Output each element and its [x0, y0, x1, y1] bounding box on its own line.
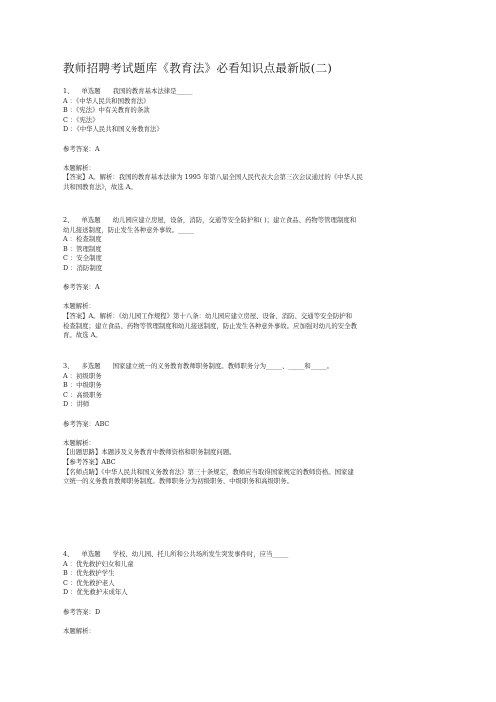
question-2 [63, 216, 461, 341]
option-a: A ：优先救护妇女和儿童 [63, 559, 134, 568]
question-stem-continued: 幼儿接送制度，防止发生各种意外事故。_____ [63, 225, 195, 234]
option-c: C ：安全制度 [63, 254, 102, 263]
question-4 [63, 550, 461, 636]
option-c: C ：高级职务 [63, 390, 102, 399]
option-d: D ：消防制度 [63, 263, 103, 272]
option-a: A ：检查制度 [63, 235, 102, 244]
question-type: 单选题 [81, 550, 101, 558]
question-1 [63, 87, 461, 193]
answer-value: A [94, 144, 100, 153]
question-number: 4、 [63, 550, 74, 558]
question-number: 3、 [63, 362, 74, 370]
question-header [63, 362, 461, 372]
explanation-line: 立统一的义务教育教师职务制度。教师职务分为初级职务、中级职务和高级职务。 [63, 477, 294, 486]
explanation-line: 【出题思路】本题涉及义务教育中教师资格和职务制度问题。 [63, 448, 236, 457]
document-title: 教师招聘考试题库《教育法》必看知识点最新版(二) [63, 61, 333, 75]
question-type: 单选题 [81, 87, 101, 95]
question-3 [63, 362, 461, 487]
answer-value: D [94, 607, 101, 616]
question-stem: 国家建立统一的义务教育教师职务制度。教师职务分为_____、_____和_____。 [112, 362, 334, 370]
option-b: B ：《宪法》中有关教育的条款 [63, 106, 150, 115]
explain-label: 本题解析： [63, 438, 95, 447]
answer-line [63, 283, 461, 293]
option-a: A ：《中华人民共和国教育法》 [63, 96, 150, 105]
answer-label: 参考答案： [63, 283, 95, 292]
explanation-line: 【参考答案】ABC [63, 457, 116, 466]
option-c: C ：优先救护老人 [63, 578, 115, 587]
explain-label: 本题解析： [63, 626, 95, 635]
question-stem: 学校、幼儿园、托儿所和公共场所发生突发事件时，应当_____ [112, 550, 289, 558]
answer-label: 参考答案： [63, 419, 95, 428]
explanation-line: 【名师点睛】《中华人民共和国义务教育法》第三十条规定，教师应当取得国家规定的教师资格。国家建 [63, 467, 354, 476]
question-type: 单选题 [81, 216, 101, 224]
answer-line [63, 145, 461, 155]
option-d: D ：《中华人民共和国义务教育法》 [63, 125, 163, 134]
option-b: B ：优先救护学生 [63, 569, 115, 578]
explain-label: 本题解析： [63, 302, 95, 311]
explain-label: 本题解析： [63, 163, 95, 172]
option-d: D ：优先救护未成年人 [63, 588, 128, 597]
answer-label: 参考答案： [63, 607, 95, 616]
option-d: D ：讲师 [63, 400, 90, 409]
question-header [63, 216, 461, 226]
question-stem: 我国的教育基本法律是_____ [112, 87, 193, 95]
question-header [63, 87, 461, 97]
question-number: 2、 [63, 216, 74, 224]
answer-label: 参考答案： [63, 144, 95, 153]
explanation-line: 共和国教育法》，故选 A。 [63, 182, 137, 191]
question-type: 多选题 [81, 362, 101, 370]
option-b: B ：中级职务 [63, 381, 102, 390]
explanation-line: 【答案】A。解析：我国的教育基本法律为 1995 年第八届全国人民代表大会第三次会议通过的《中华人民 [63, 173, 363, 182]
explanation-line: 检查制度；建立食品、药物等管理制度和幼儿接送制度，防止发生各种意外事故。应加强对幼儿的安全教 [63, 321, 357, 330]
answer-value: ABC [94, 419, 110, 428]
question-number: 1、 [63, 87, 74, 95]
question-stem: 幼儿园应建立房屋，设备，消防，交通等安全防护和( )；建立食品、药物等管理制度和 [112, 216, 357, 224]
option-c: C ：《宪法》 [63, 115, 99, 124]
explanation-line: 【答案】A。解析：《幼儿园工作规程》第十八条：幼儿园应建立房屋、设备、消防、交通等安全防护和 [63, 311, 352, 320]
option-a: A ：初级职务 [63, 371, 102, 380]
question-header [63, 550, 461, 560]
explanation-line: 育。故选 A。 [63, 331, 102, 340]
answer-value: A [94, 283, 100, 292]
answer-line [63, 420, 461, 430]
option-b: B ：管理制度 [63, 244, 102, 253]
answer-line [63, 608, 461, 618]
